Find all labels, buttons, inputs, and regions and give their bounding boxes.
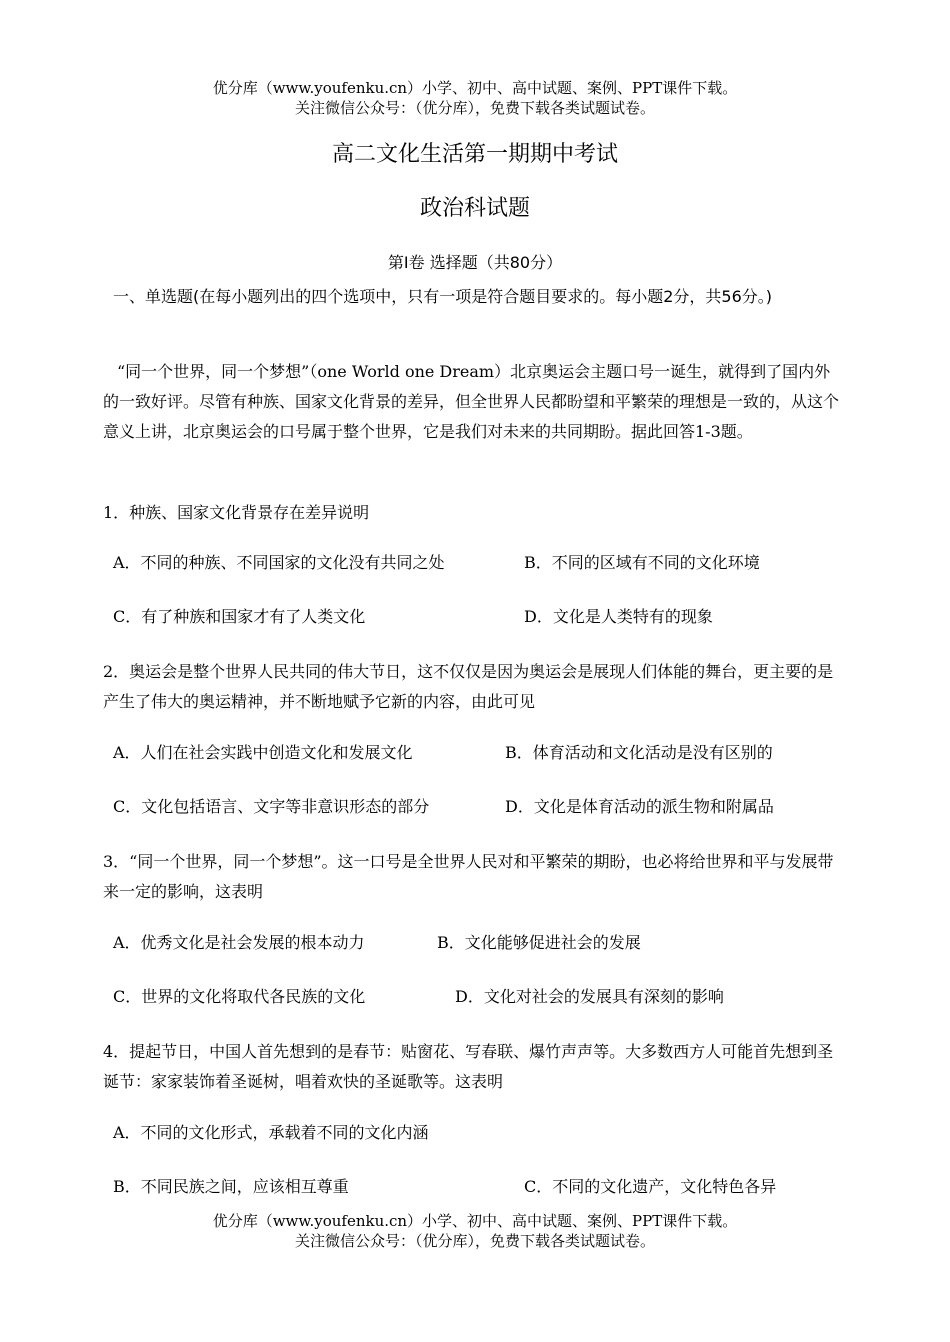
footer-line-1: 优分库（www.youfenku.cn）小学、初中、高中试题、案例、PPT课件下载。 xyxy=(212,1212,738,1230)
question-1-stem: 1．种族、国家文化背景存在差异说明 xyxy=(103,503,370,522)
question-2-option-a: A．人们在社会实践中创造文化和发展文化 xyxy=(113,743,413,762)
question-4-option-b: B．不同民族之间，应该相互尊重 xyxy=(113,1177,349,1196)
question-1-option-a: A．不同的种族、不同国家的文化没有共同之处 xyxy=(113,553,445,572)
instruction: 一、单选题(在每小题列出的四个选项中，只有一项是符合题目要求的。每小题2分，共56分。) xyxy=(113,287,773,306)
passage: “同一个世界，同一个梦想”（one World one Dream）北京奥运会主题口号一诞生，就得到了国内外的一致好评。尽管有种族、国家文化背景的差异，但全世界人民都盼望和平繁荣的理想是一致的，从这个意义上讲，北京奥运会的口号属于整个世界，它是我们对未来的共同期盼。据此回答1-3题。 xyxy=(103,362,840,441)
question-2-stem: 2．奥运会是整个世界人民共同的伟大节日，这不仅仅是因为奥运会是展现人们体能的舞台，更主要的是产生了伟大的奥运精神，并不断地赋予它新的内容，由此可见 xyxy=(103,662,834,711)
question-3-option-c: C．世界的文化将取代各民族的文化 xyxy=(113,987,366,1006)
question-2-option-c: C．文化包括语言、文字等非意识形态的部分 xyxy=(113,797,430,816)
question-2-option-b: B．体育活动和文化活动是没有区别的 xyxy=(505,743,773,762)
exam-title: 高二文化生活第一期期中考试 xyxy=(331,142,618,167)
footer-line-2: 关注微信公众号：（优分库），免费下载各类试题试卷。 xyxy=(294,1232,655,1250)
question-4-option-a: A．不同的文化形式，承载着不同的文化内涵 xyxy=(113,1123,429,1142)
question-4-stem: 4．提起节日，中国人首先想到的是春节：贴窗花、写春联、爆竹声声等。大多数西方人可能首先想到圣诞节：家家装饰着圣诞树，唱着欢快的圣诞歌等。这表明 xyxy=(103,1042,834,1091)
question-3-stem: 3．“同一个世界，同一个梦想”。这一口号是全世界人民对和平繁荣的期盼，也必将给世界和平与发展带来一定的影响，这表明 xyxy=(103,852,834,901)
section-heading: 第Ⅰ卷 选择题（共80分） xyxy=(387,253,563,272)
header-line-1: 优分库（www.youfenku.cn）小学、初中、高中试题、案例、PPT课件下载。 xyxy=(212,79,738,97)
question-1-option-d: D．文化是人类特有的现象 xyxy=(524,607,713,626)
exam-subtitle: 政治科试题 xyxy=(419,196,530,221)
header-line-2: 关注微信公众号：（优分库），免费下载各类试题试卷。 xyxy=(294,99,655,117)
question-4-option-c: C．不同的文化遗产，文化特色各异 xyxy=(524,1177,777,1196)
question-1-option-b: B．不同的区域有不同的文化环境 xyxy=(524,553,760,572)
question-3-option-a: A．优秀文化是社会发展的根本动力 xyxy=(113,933,365,952)
question-1-option-c: C．有了种族和国家才有了人类文化 xyxy=(113,607,366,626)
question-3-option-d: D．文化对社会的发展具有深刻的影响 xyxy=(455,987,724,1006)
question-3-option-b: B．文化能够促进社会的发展 xyxy=(437,933,641,952)
question-2-option-d: D．文化是体育活动的派生物和附属品 xyxy=(505,797,774,816)
